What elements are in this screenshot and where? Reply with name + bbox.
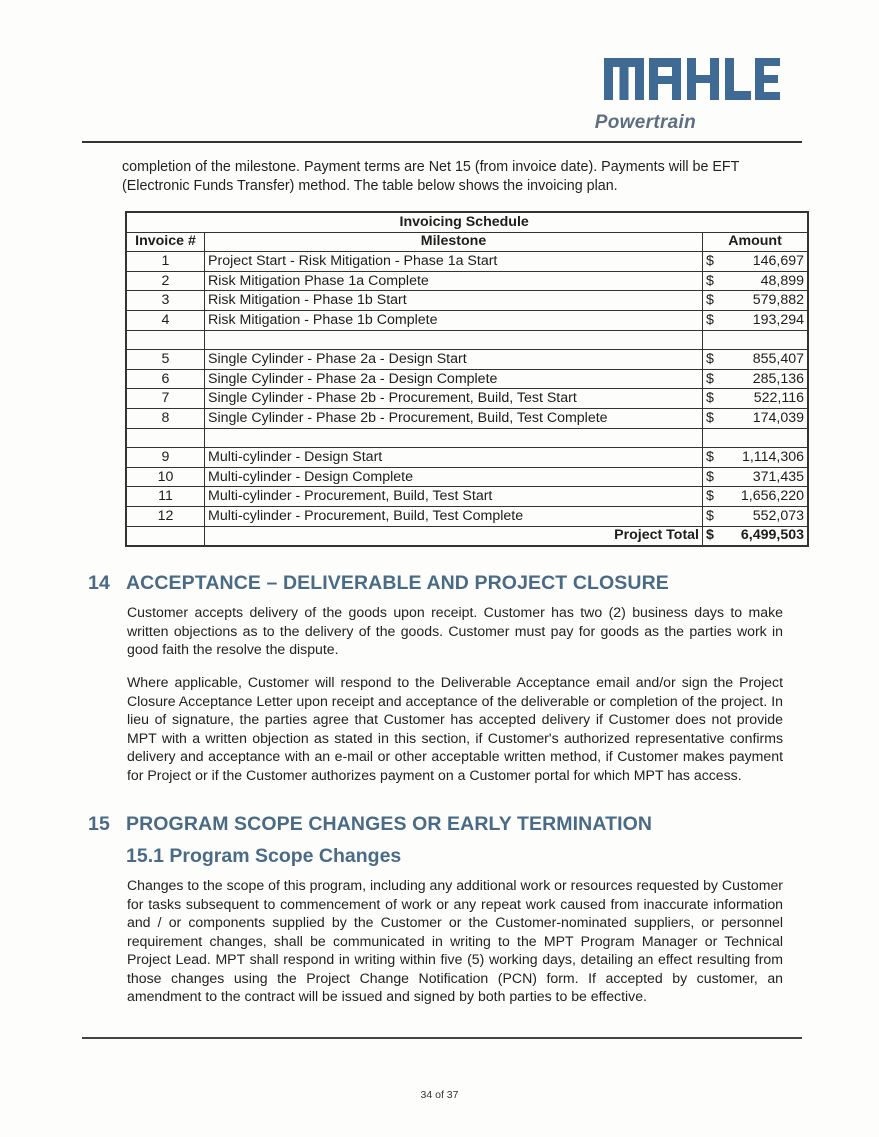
currency-symbol: $ [706, 507, 714, 524]
currency-symbol: $ [706, 370, 714, 387]
table-header-row [126, 232, 808, 252]
currency-symbol: $ [706, 390, 714, 407]
invoice-number: 9 [126, 448, 205, 468]
section-title: PROGRAM SCOPE CHANGES OR EARLY TERMINATION [126, 813, 653, 835]
milestone: Multi-cylinder - Procurement, Build, Test Start [205, 487, 703, 507]
section-title: ACCEPTANCE – DELIVERABLE AND PROJECT CLOSURE [126, 572, 669, 594]
amount: 146,697 [752, 252, 804, 269]
table-row [126, 291, 808, 311]
table-row [126, 389, 808, 409]
invoice-number: 12 [126, 506, 205, 526]
table-row [126, 310, 808, 330]
currency-symbol: $ [706, 448, 714, 465]
column-header-amount: Amount [703, 232, 809, 252]
currency-symbol: $ [706, 292, 714, 309]
subbrand-powertrain: Powertrain [594, 112, 696, 133]
currency-symbol: $ [706, 468, 714, 485]
invoice-number: 10 [126, 467, 205, 487]
amount: 522,116 [753, 390, 804, 407]
table-row [126, 271, 808, 291]
spacer-cell [703, 428, 809, 448]
total-amount-cell [703, 526, 809, 546]
amount-cell [703, 408, 809, 428]
invoice-number: 4 [126, 310, 205, 330]
invoice-number: 1 [126, 252, 205, 272]
amount-cell [703, 389, 809, 409]
section-15-heading [88, 813, 652, 836]
milestone: Risk Mitigation - Phase 1b Complete [205, 310, 703, 330]
milestone: Single Cylinder - Phase 2a - Design Complete [205, 369, 703, 389]
amount-cell [703, 291, 809, 311]
milestone: Multi-cylinder - Procurement, Build, Test Complete [205, 506, 703, 526]
amount: 193,294 [752, 311, 804, 328]
table-title-spacer [126, 212, 205, 232]
milestone: Single Cylinder - Phase 2a - Design Start [205, 350, 703, 370]
table-title-row [126, 212, 808, 232]
section-14-paragraph-2: Where applicable, Customer will respond to the Deliverable Acceptance email and/or sign the Project Closure Acceptance Letter upon receipt and acceptance of the deliverable or completion of the project. In lieu of signature, the parties agree that Customer has accepted delivery if Customer does not provide MPT with a written objection as stated in this section, if Customer's authorized representative confirms delivery and acceptance with an e-mail or other acceptable written method, if Customer makes payment for Project or if the Customer authorizes payment on a Customer portal for which MPT has access. [127, 674, 783, 783]
table-spacer-row [126, 330, 808, 350]
currency-symbol: $ [706, 252, 714, 269]
amount-cell [703, 369, 809, 389]
footer-divider [82, 1037, 802, 1039]
milestone: Risk Mitigation - Phase 1b Start [205, 291, 703, 311]
subsection-15-1-heading: 15.1 Program Scope Changes [126, 845, 402, 867]
amount: 579,882 [752, 292, 804, 309]
milestone: Project Start - Risk Mitigation - Phase 1a Start [205, 252, 703, 272]
amount: 1,114,306 [741, 448, 804, 465]
amount-cell [703, 467, 809, 487]
table-row [126, 350, 808, 370]
spacer-cell [126, 330, 205, 350]
amount-cell [703, 252, 809, 272]
section-14-paragraph-1: Customer accepts delivery of the goods upon receipt. Customer has two (2) business days to make written objections as to the delivery of the goods. Customer must pay for goods as the parties work in good faith the resolve the dispute. [127, 604, 783, 657]
amount: 1,656,220 [740, 488, 804, 505]
column-header-invoice-num: Invoice # [126, 232, 205, 252]
invoice-number: 7 [126, 389, 205, 409]
section-number: 15 [88, 813, 110, 835]
intro-paragraph: completion of the milestone. Payment terms are Net 15 (from invoice date). Payments will be EFT (Electronic Funds Transfer) method. The table below shows the invoicing plan. [122, 159, 740, 194]
milestone: Single Cylinder - Phase 2b - Procurement, Build, Test Complete [205, 408, 703, 428]
amount-cell [703, 448, 809, 468]
amount-cell [703, 310, 809, 330]
section-14-heading [88, 572, 669, 595]
table-row [126, 369, 808, 389]
amount: 174,039 [752, 409, 804, 426]
currency-symbol: $ [706, 409, 714, 426]
table-row [126, 252, 808, 272]
table-row [126, 408, 808, 428]
amount-cell [703, 271, 809, 291]
spacer-cell [205, 330, 703, 350]
currency-symbol: $ [706, 272, 714, 289]
table-row [126, 467, 808, 487]
invoice-number: 3 [126, 291, 205, 311]
table-total-row [126, 526, 808, 546]
amount: 855,407 [752, 350, 804, 367]
currency-symbol: $ [706, 311, 714, 328]
amount: 552,073 [752, 507, 804, 524]
spacer-cell [126, 428, 205, 448]
milestone: Multi-cylinder - Design Complete [205, 467, 703, 487]
table-title: Invoicing Schedule [205, 212, 809, 232]
invoice-number: 11 [126, 487, 205, 507]
milestone: Single Cylinder - Phase 2b - Procurement, Build, Test Start [205, 389, 703, 409]
table-row [126, 487, 808, 507]
total-amount: 6,499,503 [740, 527, 804, 544]
table-row [126, 506, 808, 526]
section-number: 14 [88, 572, 110, 594]
amount: 48,899 [760, 272, 804, 289]
header-divider [82, 141, 802, 143]
milestone: Risk Mitigation Phase 1a Complete [205, 271, 703, 291]
column-header-milestone: Milestone [205, 232, 703, 252]
mahle-logo [604, 58, 780, 100]
spacer-cell [703, 330, 809, 350]
currency-symbol: $ [706, 488, 714, 505]
page-number: 34 of 37 [420, 1089, 459, 1101]
subsection-15-1-paragraph: Changes to the scope of this program, including any additional work or resources requested by Customer for tasks subsequent to commencement of work or any repeat work caused from inaccurate information and / or components supplied by the Customer or the Customer-nominated suppliers, or personnel requirement changes, shall be communicated in writing to the MPT Program Manager or Technical Project Lead. MPT shall respond in writing within five (5) working days, detailing an effect resulting from those changes using the Project Change Notification (PCN) form. If accepted by customer, an amendment to the contract will be issued and signed by both parties to be effective. [127, 877, 783, 1004]
invoice-number: 2 [126, 271, 205, 291]
amount: 285,136 [752, 370, 804, 387]
invoice-number: 5 [126, 350, 205, 370]
amount-cell [703, 506, 809, 526]
invoice-number: 8 [126, 408, 205, 428]
total-num-spacer [126, 526, 205, 546]
table-body [126, 252, 808, 526]
mahle-logo-icon [604, 58, 780, 100]
amount-cell [703, 487, 809, 507]
invoice-number: 6 [126, 369, 205, 389]
currency-symbol: $ [706, 350, 714, 367]
spacer-cell [205, 428, 703, 448]
total-label: Project Total [205, 526, 703, 546]
currency-symbol: $ [706, 527, 714, 544]
amount-cell [703, 350, 809, 370]
table-row [126, 448, 808, 468]
invoicing-schedule-table [125, 211, 809, 547]
amount: 371,435 [752, 468, 804, 485]
table-spacer-row [126, 428, 808, 448]
milestone: Multi-cylinder - Design Start [205, 448, 703, 468]
